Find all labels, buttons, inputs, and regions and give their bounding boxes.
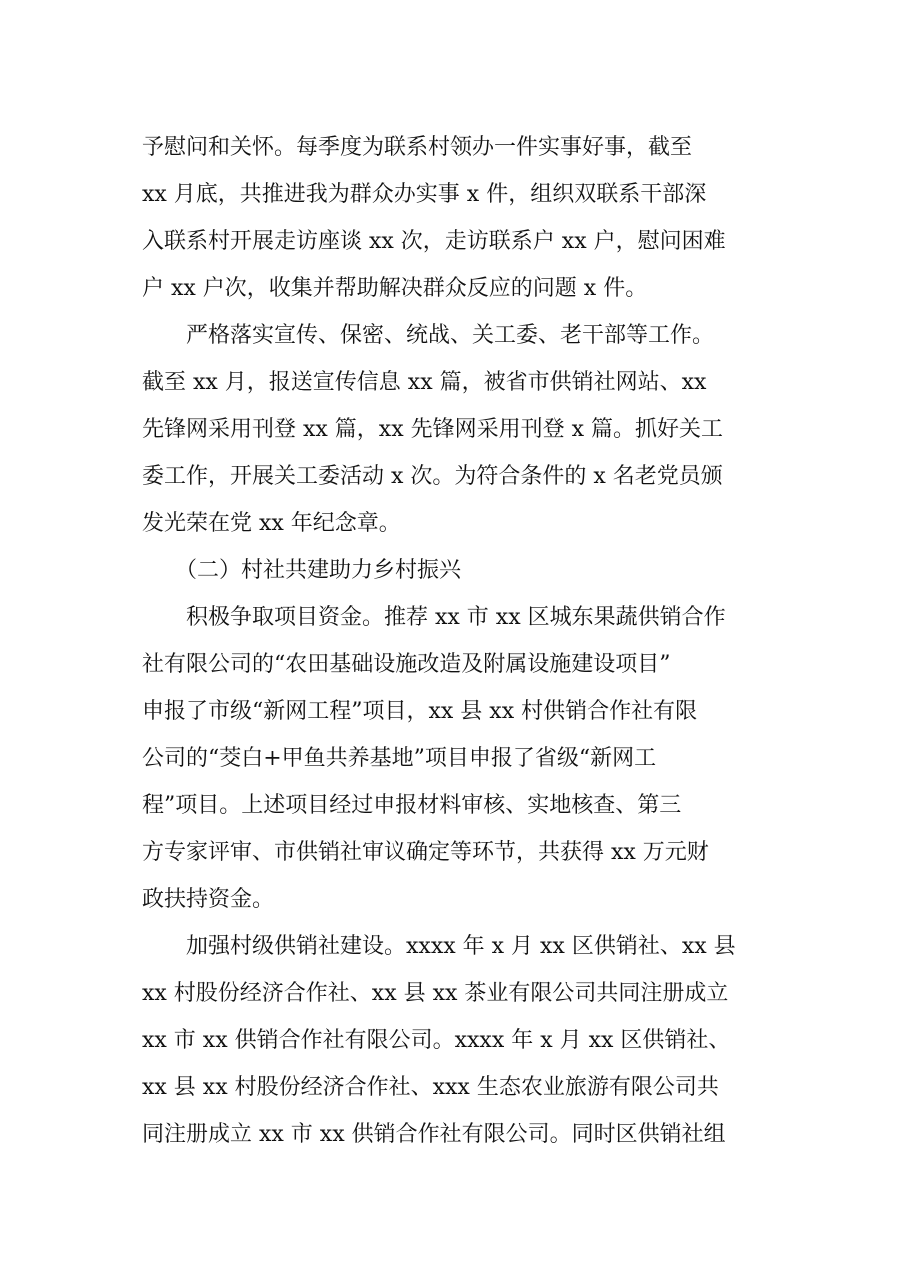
heading-text: （二）村社共建助力乡村振兴 xyxy=(175,558,462,583)
document-body xyxy=(142,124,782,1158)
text-line: 户 xx 户次，收集并帮助解决群众反应的问题 x 件。 xyxy=(142,276,648,301)
text-line: 社有限公司的“农田基础设施改造及附属设施建设项目” xyxy=(142,652,671,677)
text-line: 入联系村开展走访座谈 xx 次，走访联系户 xx 户，慰问困难 xyxy=(142,229,726,254)
text-line: 截至 xx 月，报送宣传信息 xx 篇，被省市供销社网站、xx xyxy=(142,370,707,395)
text-line: xx 县 xx 村股份经济合作社、xxx 生态农业旅游有限公司共 xyxy=(142,1075,719,1100)
paragraph-1 xyxy=(142,124,782,312)
text-line: 予慰问和关怀。每季度为联系村领办一件实事好事，截至 xyxy=(142,135,693,160)
text-line: 发光荣在党 xx 年纪念章。 xyxy=(142,511,401,536)
text-line: 政扶持资金。 xyxy=(142,887,275,912)
text-line: 公司的“茭白+甲鱼共养基地”项目申报了省级“新网工 xyxy=(142,746,657,771)
text-line: 严格落实宣传、保密、统战、关工委、老干部等工作。 xyxy=(186,323,715,348)
text-line: 程”项目。上述项目经过申报材料审核、实地核查、第三 xyxy=(142,793,682,818)
text-line: 先锋网采用刊登 xx 篇，xx 先锋网采用刊登 x 篇。抓好关工 xyxy=(142,417,724,442)
text-line: 同注册成立 xx 市 xx 供销合作社有限公司。同时区供销社组 xyxy=(142,1122,726,1147)
section-heading xyxy=(142,547,782,594)
text-line: 委工作，开展关工委活动 x 次。为符合条件的 x 名老党员颁 xyxy=(142,464,723,489)
paragraph-4 xyxy=(142,923,782,1158)
text-line: xx 月底，共推进我为群众办实事 x 件，组织双联系干部深 xyxy=(142,182,707,207)
text-line: 加强村级供销社建设。xxxx 年 x 月 xx 区供销社、xx 县 xyxy=(186,934,736,959)
paragraph-2 xyxy=(142,312,782,547)
text-line: 申报了市级“新网工程”项目，xx 县 xx 村供销合作社有限 xyxy=(142,699,698,724)
text-line: 方专家评审、市供销社审议确定等环节，共获得 xx 万元财 xyxy=(142,840,709,865)
paragraph-3 xyxy=(142,594,782,923)
text-line: xx 村股份经济合作社、xx 县 xx 茶业有限公司共同注册成立 xyxy=(142,981,729,1006)
text-line: xx 市 xx 供销合作社有限公司。xxxx 年 x 月 xx 区供销社、 xyxy=(142,1028,731,1053)
text-line: 积极争取项目资金。推荐 xx 市 xx 区城东果蔬供销合作 xyxy=(186,605,726,630)
